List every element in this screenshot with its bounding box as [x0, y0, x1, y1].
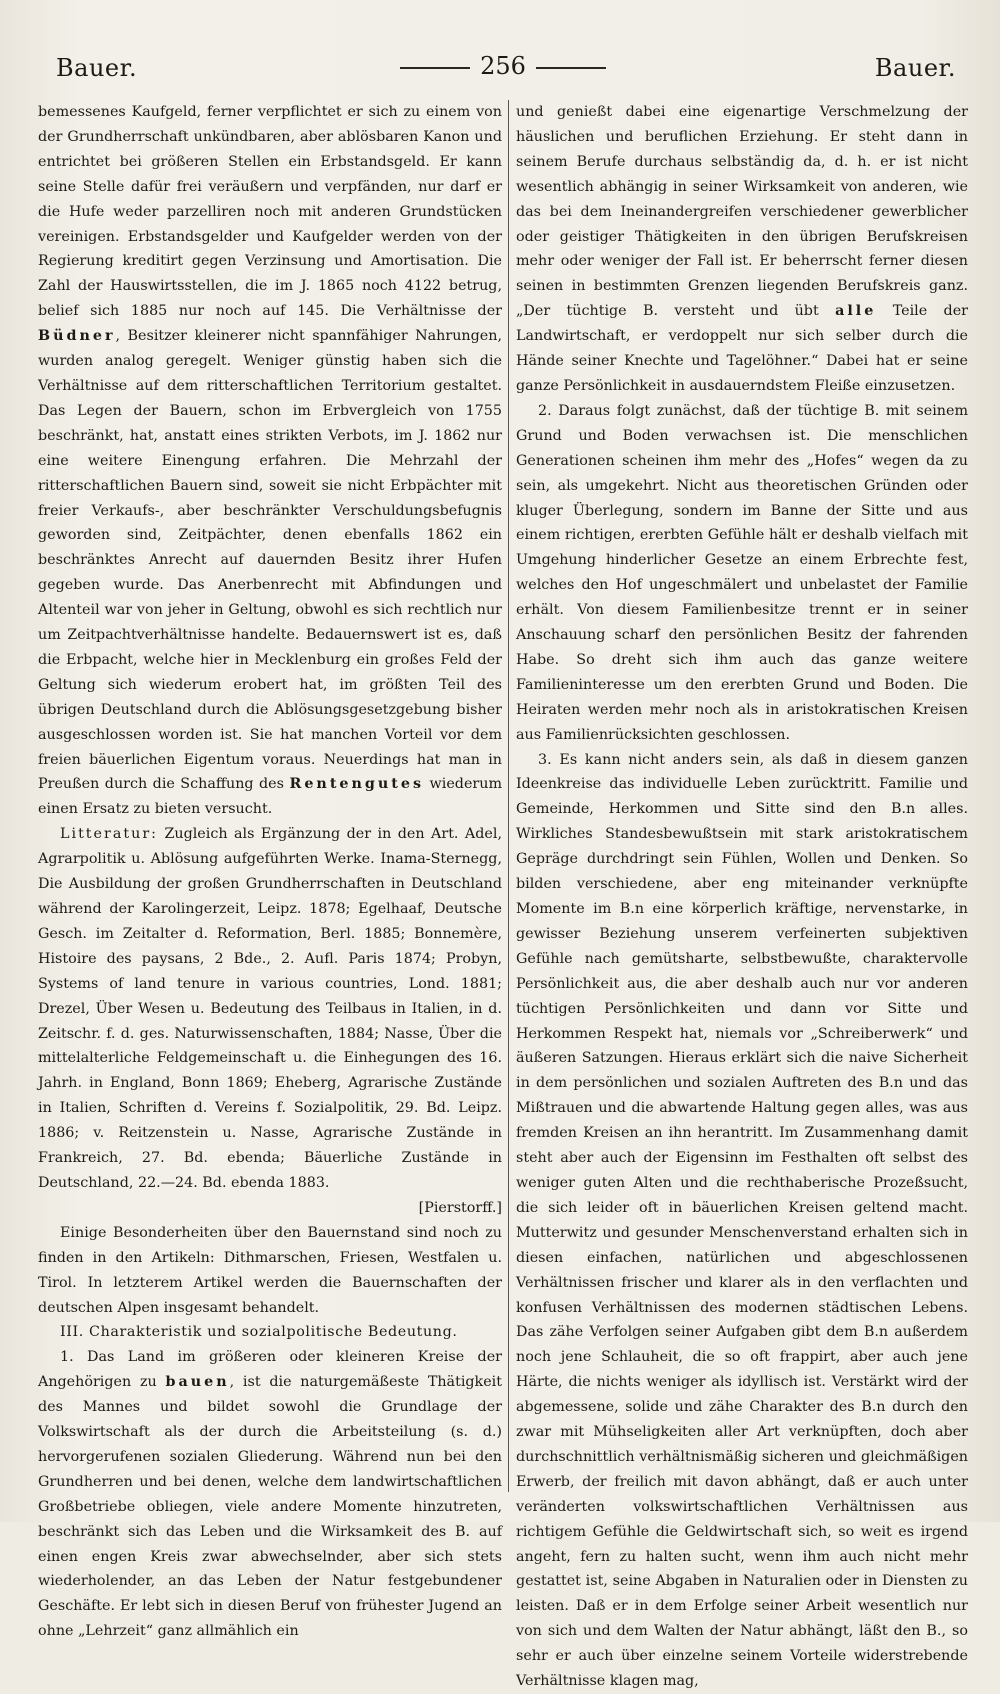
right-paragraph-2: 2. Daraus folgt zunächst, daß der tüchtige B. mit seinem Grund und Boden verwachsen ist. Die menschlichen Generationen scheinen ihm mehr des „Hofes“ wegen da zu sein, als umgekehrt. Nicht aus theoretischen Gründen oder kluger Überlegung, sondern im Banne der Sitte und aus einem richtigen, ererbten Gefühle hält er deshalb vielfach mit Umgehung hinderlicher Gesetze an einem Erbrechte fest, welches den Hof ungeschmälert und unbelastet der Familie erhält. Von diesem Familienbesitze trennt er in seiner Anschauung scharf den persönlichen Besitz der fahrenden Habe. So dreht sich ihm auch das ganze weitere Familieninteresse um den ererbten Grund und Boden. Die Heiraten werden mehr noch als in aristokratischen Kreisen aus Familienrücksichten geschlossen.: [516, 402, 968, 743]
page-number-line: [38, 52, 968, 80]
left-p3-start: 1. Das Land im größeren oder kleineren Kreise der Angehörigen zu: [38, 1349, 502, 1391]
page-number-dash-right: [536, 67, 606, 69]
left-column: [38, 100, 503, 1640]
literature-label: Litteratur:: [60, 826, 158, 843]
literature-text: Zugleich als Ergänzung der in den Art. Adel, Agrarpolitik u. Ablösung aufgeführten Werke. Inama-Sternegg, Die Ausbildung der großen Grundherrschaften in Deutschland während der Karolingerzeit, Leipz. 1878; Egelhaaf, Deutsche Gesch. im Zeitalter d. Reformation, Berl. 1885; Bonnemère, Histoire des paysans, 2 Bde., 2. Aufl. Paris 1874; Probyn, Systems of land tenure in various countries, Lond. 1881; Drezel, Über Wesen u. Bedeutung des Teilbaus in Italien, in d. Zeitschr. f. d. ges. Naturwissenschaften, 1884; Nasse, Über die mittelalterliche Feldgemeinschaft u. die Einhegungen des 16. Jahrh. in England, Bonn 1869; Eheberg, Agrarische Zustände in Italien, Schriften d. Vereins f. Sozialpolitik, 29. Bd. Leipz. 1886; v. Reitzenstein u. Nasse, Agrarische Zustände in Frankreich, 27. Bd. ebenda; Bäuerliche Zustände in Deutschland, 22.—24. Bd. ebenda 1883.: [38, 826, 502, 1191]
right-paragraph-3: 3. Es kann nicht anders sein, als daß in diesem ganzen Ideenkreise das individuelle Leben zurücktritt. Familie und Gemeinde, Herkommen und Sitte sind den B.n alles. Wirkliches Standesbewußtsein mit stark aristokratischem Gepräge durchdringt sein Fühlen, Wollen und Denken. So bilden verschiedene, aber eng miteinander verknüpfte Momente im B.n eine körperlich kräftige, nervenstarke, in gewisser Beziehung unserem verfeinerten subjektiven Gefühle nach gemütsharte, selbstbewußte, charaktervolle Persönlichkeit aus, die aber deshalb auch nur vor anderen tüchtigen Persönlichkeiten und dann vor Sitte und Herkommen Respekt hat, niemals vor „Schreiberwerk“ und äußeren Satzungen. Hieraus erklärt sich die naive Sicherheit in dem persönlichen und sozialen Auftreten des B.n und das Mißtrauen und die abwartende Haltung gegen alles, was aus fremden Kreisen an ihn herantritt. Im Zusammenhang damit steht aber auch der Eigensinn im Festhalten oft selbst des weniger guten Alten und die rechthaberische Prozeßsucht, die sich leider oft in bäuerlichen Kreisen geltend macht. Mutterwitz und gesunder Menschenverstand erhalten sich in diesen einfachen, natürlichen und abgeschlossenen Verhältnissen frischer und klarer als in den verflachten und konfusen Verhältnissen des modernen städtischen Lebens. Das zähe Verfolgen seiner Aufgaben gibt dem B.n außerdem noch jene Schlauheit, die so oft frappirt, aber auch jene Härte, die nichts weniger als idyllisch ist. Verstärkt wird der abgemessene, solide und zähe Charakter des B.n durch den zwar mit Mühseligkeiten aller Art verknüpften, doch aber durchschnittlich verhältnismäßig sicheren und gleichmäßigen Erwerb, der freilich mit davon abhängt, daß er auch unter veränderten volkswirtschaftlichen Verhältnissen aus richtigem Gefühle die Geldwirtschaft sich, so weit es irgend angeht, fern zu halten sucht, wenn ihm auch nicht mehr gestattet ist, seine Abgaben in Naturalien oder in Diensten zu leisten. Daß er in dem Erfolge seiner Arbeit wesentlich nur von sich und dem Walten der Natur abhängt, läßt den B., so sehr er auch über einzelne seinem Vorteile widerstrebende Verhältnisse klagen mag,: [516, 751, 968, 1690]
left-paragraph-1: [38, 100, 502, 822]
left-p1-end: wiederum einen Ersatz zu bieten versucht.: [38, 776, 503, 818]
right-column: [516, 100, 969, 1690]
term-bauen: bauen: [165, 1374, 230, 1391]
header-right-keyword: Bauer.: [874, 54, 956, 82]
term-rentengut: Rentengutes: [289, 776, 425, 793]
left-paragraph-3: [38, 1345, 502, 1644]
page-number: 256: [480, 52, 526, 80]
running-header: [38, 46, 968, 94]
term-alle: alle: [835, 303, 877, 320]
left-paragraph-2: Einige Besonderheiten über den Bauernstand sind noch zu finden in den Artikeln: Dithmarschen, Friesen, Westfalen u. Tirol. In letzterem Artikel werden die Bauernschaften der deutschen Alpen insgesamt behandelt.: [38, 1224, 502, 1316]
literature-paragraph: [38, 822, 502, 1196]
left-p1-text: bemessenes Kaufgeld, ferner verpflichtet er sich zu einem von der Grundherrschaft unkündbaren, aber ablösbaren Kanon und entrichtet bei größeren Stellen ein Erbstandsgeld. Er kann seine Stelle dafür frei veräußern und verpfänden, nur darf er die Hufe weder parzelliren noch mit anderen Grundstücken vereinigen. Erbstandsgelder und Kaufgelder werden von der Regierung kreditirt gegen Verzinsung und Amortisation. Die Zahl der Hauswirtsstellen, die im J. 1865 noch 4122 betrug, belief sich 1885 nur noch auf 145. Die Verhältnisse der: [38, 104, 502, 320]
right-paragraph-1: [516, 100, 968, 399]
column-divider: [508, 100, 509, 1492]
left-p3-rest: , ist die naturgemäßeste Thätigkeit des Mannes und bildet sowohl die Grundlage der Volkswirtschaft als der durch die Arbeitsteilung (s. d.) hervorgerufenen sozialen Gliederung. Während nun bei den Grundherren und bei denen, welche dem landwirtschaftlichen Großbetriebe obliegen, viele andere Momente hinzutreten, beschränkt sich das Leben und die Wirksamkeit des B. auf einen engen Kreis zwar abwechselnder, aber sich stets wiederholender, an das Leben der Natur festgebundener Geschäfte. Er lebt sich in diesen Beruf von frühester Jugend an ohne „Lehrzeit“ ganz allmählich ein: [38, 1374, 502, 1640]
header-left-keyword: Bauer.: [56, 54, 138, 82]
text-columns: [38, 100, 969, 1690]
page-number-dash-left: [400, 67, 470, 69]
section-heading: III. Charakteristik und sozialpolitische Bedeutung.: [60, 1324, 458, 1341]
right-p1-rest: Teile der Landwirtschaft, er verdoppelt nur sich selber durch die Hände seiner Knechte und Tagelöhner.“ Dabei hat er seine ganze Persönlichkeit in ausdauerndstem Fleiße einzusetzen.: [516, 303, 969, 394]
right-p1-text: und genießt dabei eine eigenartige Verschmelzung der häuslichen und beruflichen Erziehung. Er steht dann in seinem Berufe durchaus selbständig da, d. h. er ist nicht wesentlich abhängig in seiner Wirksamkeit von anderen, wie das bei dem Ineinandergreifen verschiedener gewerblicher oder geistiger Thätigkeiten in den übrigen Berufskreisen mehr oder weniger der Fall ist. Er beherrscht ferner diesen seinen in bestimmten Grenzen liegenden Berufskreis ganz. „Der tüchtige B. versteht und übt: [516, 104, 968, 320]
author-signature: [Pierstorff.]: [418, 1199, 502, 1216]
term-buedner: Büdner: [38, 328, 116, 345]
left-p1-continued: , Besitzer kleinerer nicht spannfähiger Nahrungen, wurden analog geregelt. Weniger günstig haben sich die Verhältnisse auf dem ritterschaftlichen Territorium gestaltet. Das Legen der Bauern, schon im Erbvergleich von 1755 beschränkt, hat, anstatt eines strikten Verbots, im J. 1862 nur eine weitere Einengung erfahren. Die Mehrzahl der ritterschaftlichen Bauern sind, soweit sie nicht Erbpächter mit freier Verkaufs-, aber beschränkter Verschuldungsbefugnis geworden sind, Zeitpächter, denen ebenfalls 1862 ein beschränktes Anrecht auf dauernden Besitz ihrer Hufen gegeben wurde. Das Anerbenrecht mit Abfindungen und Altenteil war von jeher in Geltung, obwohl es sich rechtlich nur um Zeitpachtverhältnisse handelte. Bedauernswert ist es, daß die Erbpacht, welche hier in Mecklenburg ein großes Feld der Geltung sich wiederum erobert hat, im größten Teil des übrigen Deutschland durch die Ablösungsgesetzgebung bisher ausgeschlossen worden ist. Sie hat manchen Vorteil vor dem freien bäuerlichen Eigentum voraus. Neuerdings hat man in Preußen durch die Schaffung des: [38, 328, 502, 793]
